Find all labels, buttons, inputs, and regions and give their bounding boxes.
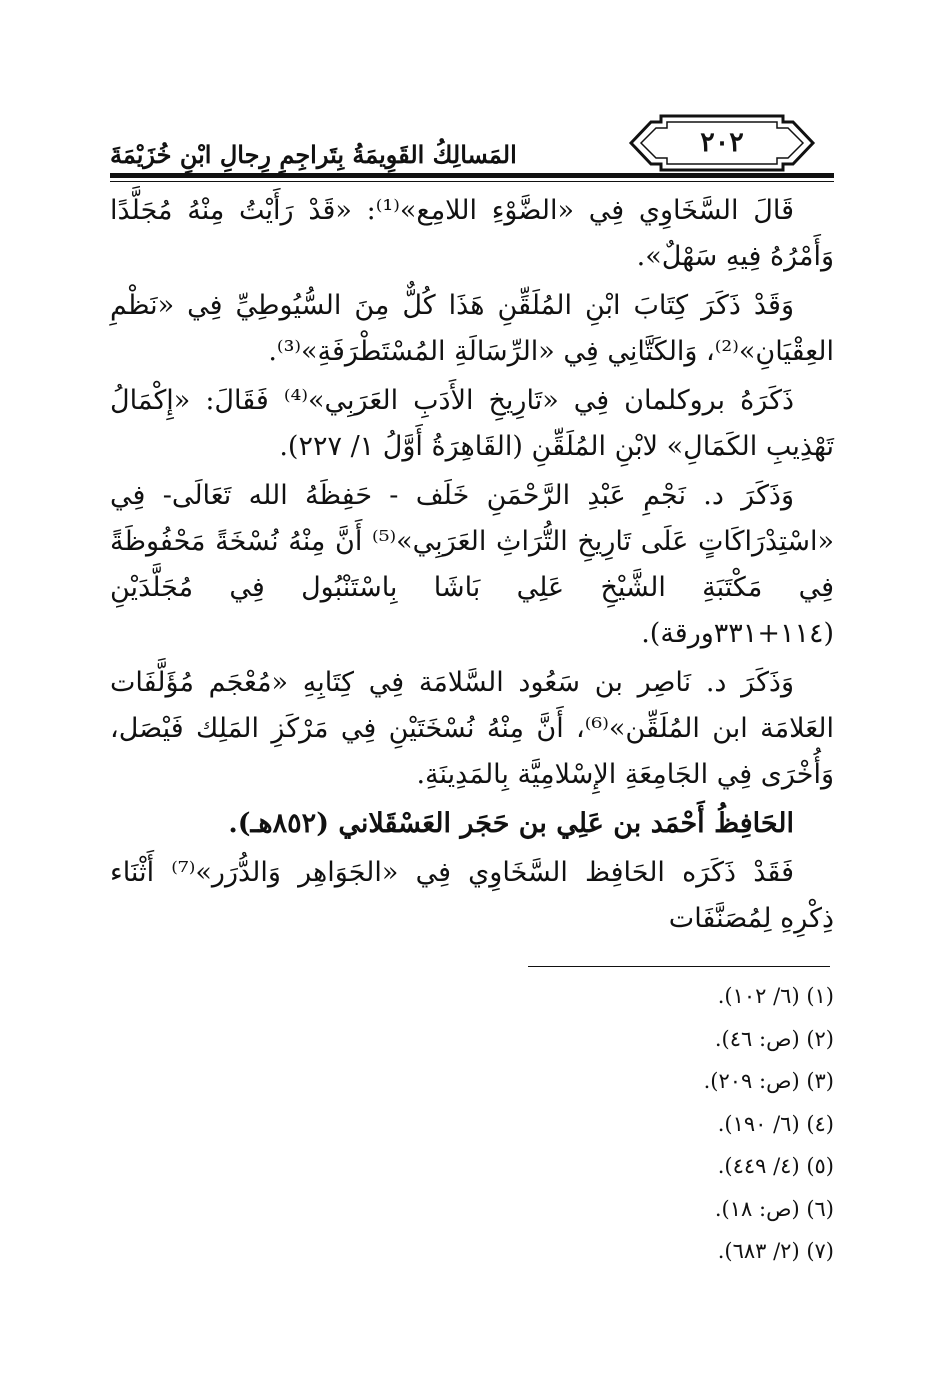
footnotes bbox=[110, 975, 834, 1273]
paragraph: فَقَدْ ذَكَرَه الحَافِظ السَّخَاوِي فِي «الجَوَاهِر وَالدُّرَر»⁽⁷⁾ أَثْنَاء ذِكْرِهِ لِمُصَنَّفَات bbox=[110, 857, 834, 934]
footnote: (٦) (ص: ١٨). bbox=[714, 1196, 834, 1221]
footnote: (٥) (٤/ ٤٤٩). bbox=[717, 1154, 834, 1178]
paragraph: وَذَكَرَ د. نَجْمِ عَبْدِ الرَّحْمَنِ خَلَف - حَفِظَهُ الله تَعَالَى- فِي «اسْتِدْرَاكَاتٍ عَلَى تَارِيخِ التُّرَاثِ العَرَبِي»⁽⁵⁾ أَنَّ مِنْهُ نُسْخَةً مَحْفُوظَةً فِي مَكْتَبَةِ الشَّيْخِ عَلِي بَاشَا بِاسْتَنْبُول فِي مُجَلَّدَيْنِ (١١٤+٣٣١ورقة). bbox=[110, 480, 834, 649]
paragraph: ذَكَرَهُ بروكلمان فِي «تَارِيخِ الأَدَبِ العَرَبِي»⁽⁴⁾ فَقَالَ: «إِكْمَالُ تَهْذِيبِ الكَمَالِ» لابْنِ المُلَقِّنِ (القَاهِرَةُ أَوَّلُ ١/ ٢٢٧). bbox=[110, 385, 834, 462]
page-number-badge bbox=[627, 112, 817, 174]
section-heading: الحَافِظُ أَحْمَد بن عَلِي بن حَجَر العَسْقَلاني (٨٥٢هـ). bbox=[228, 808, 794, 839]
footnote: (٤) (٦/ ١٩٠). bbox=[717, 1111, 834, 1136]
main-text bbox=[110, 188, 834, 945]
paragraph: وَقَدْ ذَكَرَ كِتَابَ ابْنِ المُلَقِّنِ هَذَا كُلٌّ مِنَ السُّيُوطِيِّ فِي «نَظْمِ العِقْيَانِ»⁽²⁾، وَالكَتَّانِي فِي «الرِّسَالَةِ المُسْتَطْرَفَةِ»⁽³⁾. bbox=[110, 290, 834, 367]
footnote-separator bbox=[528, 966, 830, 967]
footnote: (٢) (ص: ٤٦). bbox=[714, 1026, 834, 1051]
header-rule bbox=[110, 173, 834, 178]
footnote: (٧) (٢/ ٦٨٣). bbox=[717, 1239, 834, 1263]
paragraph: قَالَ السَّخَاوِي فِي «الضَّوْءِ اللامِع»⁽¹⁾: «قَدْ رَأَيْتُ مِنْهُ مُجَلَّدًا وَأَمْرُهُ فِيهِ سَهْلٌ». bbox=[110, 195, 834, 272]
footnote: (١) (٦/ ١٠٢). bbox=[717, 984, 834, 1008]
footnote: (٣) (ص: ٢٠٩). bbox=[703, 1069, 834, 1093]
header-rule-thin bbox=[110, 181, 834, 182]
book-title: المَسالِكُ القَوِيمَةُ بِتَراجِمِ رِجالِ ابْنِ خُزَيْمَةَ bbox=[110, 140, 517, 169]
page-number: ٢٠٢ bbox=[700, 127, 744, 158]
paragraph: وَذَكَرَ د. نَاصِر بن سَعُود السَّلامَة فِي كِتَابِهِ «مُعْجَم مُؤَلَّفَات العَلامَة ابن المُلَقِّن»⁽⁶⁾، أَنَّ مِنْهُ نُسْخَتَيْنِ فِي مَرْكَزِ المَلِك فَيْصَل، وَأُخْرَى فِي الجَامِعَةِ الإِسْلامِيَّة بِالمَدِينَةِ. bbox=[110, 667, 834, 790]
